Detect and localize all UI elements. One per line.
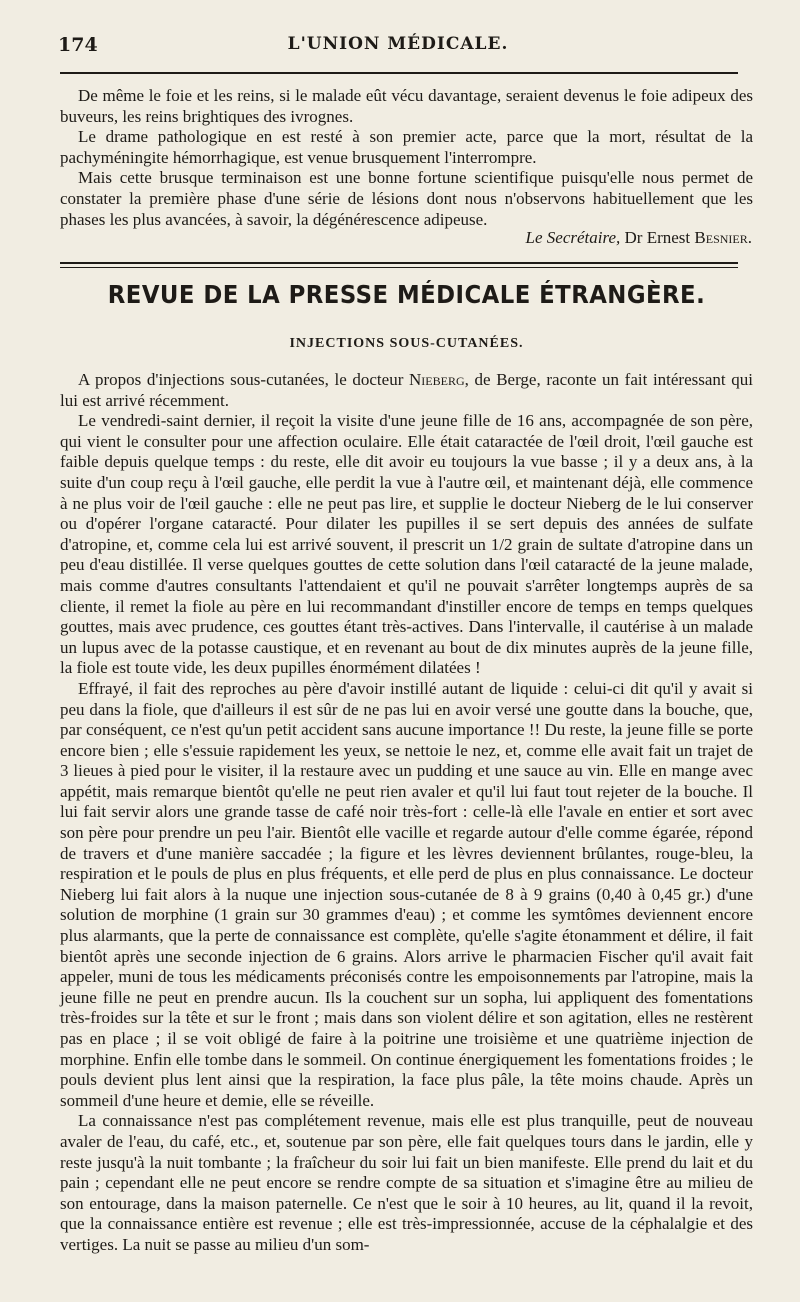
page-number: 174: [58, 34, 98, 56]
intro-text: [60, 86, 753, 230]
p1-before: A propos d'injections sous-cutanées, le docteur: [78, 370, 404, 389]
page-header: [58, 34, 738, 60]
signature-title: Dr: [624, 228, 643, 247]
author-name: Nieberg: [409, 370, 465, 389]
signature-first-name: Ernest: [646, 228, 691, 247]
article-paragraph: La connaissance n'est pas complétement revenue, mais elle est plus tranquille, peut de nouveau avaler de l'eau, du café, etc., et, soutenue par son père, elle fait quelques tours dans le jardin, elle y reste jusqu'à la nuit tombante ; la fraîcheur du soir lui fait un bien manifeste. Elle prend du lait et du pain ; cependant elle ne peut encore se rendre compte de sa situation et s'imagine être au milieu de son entourage, dans la maison paternelle. Ce n'est que le soir à 10 heures, au lit, quand il la revoit, que la connaissance entière est revenue ; elle est très-impressionnée, accuse de la céphalalgie et des vertiges. La nuit se passe au milieu d'un som-: [60, 1111, 753, 1254]
article-body: [60, 370, 753, 1256]
signature-role: Le Secrétaire,: [525, 228, 621, 247]
header-rule: [60, 72, 738, 74]
running-title: L'UNION MÉDICALE.: [287, 34, 509, 54]
section-divider: [60, 262, 738, 264]
signature: [526, 228, 752, 248]
section-title: REVUE DE LA PRESSE MÉDICALE ÉTRANGÈRE.: [107, 280, 706, 309]
p1-after: , de Berge, raconte un fait intéressant qui lui est arrivé récemment.: [60, 370, 753, 410]
section-divider-thin: [60, 267, 738, 268]
article-paragraph: [60, 370, 753, 411]
intro-paragraph: Le drame pathologique en est resté à son premier acte, parce que la mort, résultat de la pachyméningite hémorrhagique, est venue brusquement l'interrompre.: [60, 127, 753, 167]
article-paragraph: Effrayé, il fait des reproches au père d'avoir instillé autant de liquide : celui-ci dit qu'il y avait si peu dans la fiole, que d'ailleurs il est sûr de ne pas lui en avoir versé une goutte dans la bouche, que, par conséquent, ce n'est qu'un petit accident sans aucune importance !! Du reste, la jeune fille se porte encore bien ; elle s'essuie rapidement les yeux, se nettoie le nez, et, comme elle avait fait un trajet de 3 lieues à pied pour le visiter, il la restaure avec un pudding et une sauce au vin. Elle en mange avec appétit, mais remarque bientôt qu'elle ne peut rien avaler et qu'il lui faut tout rejeter de la bouche. Il lui fait servir alors une grande tasse de café noir très-fort : celle-là elle l'avale en entier et sort avec son père pour prendre un peu l'air. Bientôt elle vacille et regarde autour d'elle comme égarée, répond de travers et d'une manière saccadée ; la figure et les lèvres deviennent brûlantes, rouge-bleu, la respiration et le pouls de plus en plus fréquents, et elle perd de plus en plus connaissance. Le docteur Nieberg lui fait alors à la nuque une injection sous-cutanée de 8 à 9 grains (0,40 à 0,45 gr.) d'une solution de morphine (1 grain sur 30 grammes d'eau) ; et comme les symtômes deviennent encore plus alarmants, que la perte de connaissance est complète, qu'elle s'agite étonamment et délire, il fait bientôt après une seconde injection de 6 grains. Alors arrive le pharmacien Fischer qu'il avait fait appeler, muni de tous les médicaments préconisés contre les empoisonnements par l'atropine, mais la jeune fille ne peut en prendre aucun. Ils la couchent sur un sopha, lui appliquent des fomentations très-froides sur la tête et sur le front ; mais dans son violent délire et son agitation, elles ne restèrent pas en place ; il se voit obligé de faire à la poitrine une troisième et une quatrième injection de morphine. Enfin elle tombe dans le sommeil. On continue énergiquement les fomentations froides ; le pouls devient plus lent ainsi que la respiration, la face plus pâle, la tête moins chaude. Après un sommeil d'une heure et demie, elle se réveille.: [60, 678, 753, 1110]
article-paragraph: Le vendredi-saint dernier, il reçoit la visite d'une jeune fille de 16 ans, accompagnée de son père, qui vient le consulter pour une affection oculaire. Elle était cataractée de l'œil droit, l'œil gauche est faible depuis quelque temps : du reste, elle dit avoir eu toujours la vue basse ; il y a deux ans, à la suite d'un coup reçu à l'œil gauche, elle perdit la vue à l'autre œil, et maintenant déjà, elle commence à ne plus voir de l'œil gauche : elle ne peut pas lire, et supplie le docteur Nieberg de le lui conserver ou d'opérer l'organe cataracté. Pour dilater les pupilles il se sert depuis des années de sulfate d'atropine, et, comme cela lui est arrivé souvent, il prescrit un 1/2 grain de sultate d'atropine dans un peu d'eau distillée. Il verse quelques gouttes de cette solution dans l'œil cataracté de la jeune malade, mais comme d'autres consultants l'attendaient et qu'il ne pouvait s'arrêter longtemps auprès de sa cliente, il remet la fiole au père en lui recommandant d'instiller encore de temps en temps quelques gouttes, mais avec prudence, ces gouttes étant très-actives. Dans l'intervalle, il cautérise à un malade un lupus avec de la potasse caustique, et en revenant au bout de dix minutes auprès de la jeune fille, la fiole est toute vide, les deux pupilles énormément dilatées !: [60, 411, 753, 678]
intro-paragraph: Mais cette brusque terminaison est une bonne fortune scientifique puisqu'elle nous permet de constater la première phase d'une série de lésions dont nous n'observons habituellement que les phases les plus avancées, à savoir, la dégénérescence adipeuse.: [60, 168, 753, 229]
article-subtitle: INJECTIONS SOUS-CUTANÉES.: [289, 336, 524, 351]
signature-last-name: Besnier.: [694, 228, 752, 247]
intro-paragraph: De même le foie et les reins, si le malade eût vécu davantage, seraient devenus le foie adipeux des buveurs, les reins brightiques des ivrognes.: [60, 86, 753, 126]
